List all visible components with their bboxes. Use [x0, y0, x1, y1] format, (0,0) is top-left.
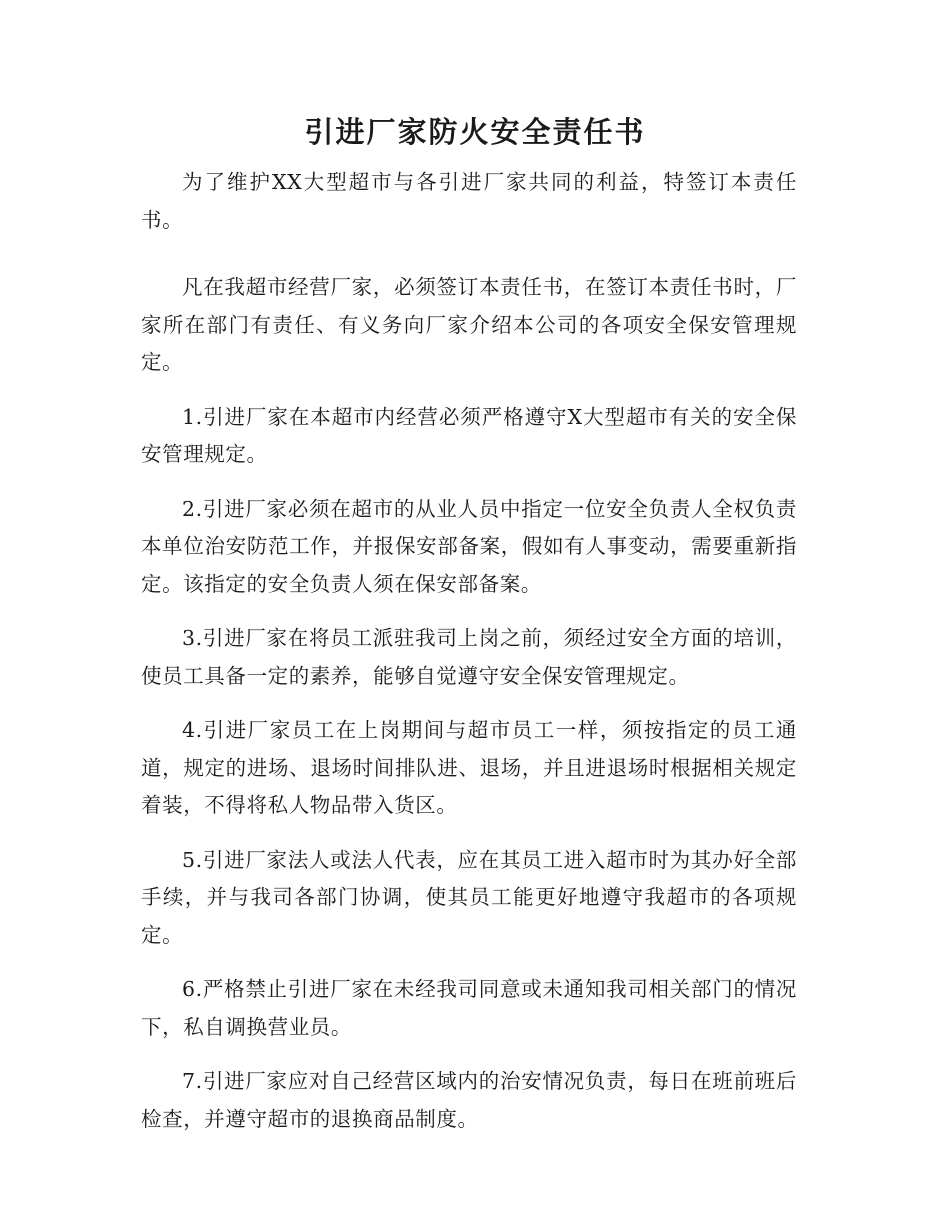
- clause-1: 1.引进厂家在本超市内经营必须严格遵守X大型超市有关的安全保安管理规定。: [141, 404, 797, 466]
- clause-6: 6.严格禁止引进厂家在未经我司同意或未通知我司相关部门的情况下，私自调换营业员。: [141, 977, 797, 1039]
- clause-2: 2.引进厂家必须在超市的从业人员中指定一位安全负责人全权负责本单位治安防范工作，并报保安部备案，假如有人事变动，需要重新指定。该指定的安全负责人须在保安部备案。: [141, 496, 797, 596]
- clause-7: 7.引进厂家应对自己经营区域内的治安情况负责，每日在班前班后检查，并遵守超市的退换商品制度。: [141, 1069, 797, 1131]
- scope-paragraph: 凡在我超市经营厂家，必须签订本责任书，在签订本责任书时，厂家所在部门有责任、有义务向厂家介绍本公司的各项安全保安管理规定。: [141, 275, 797, 374]
- document-title: 引进厂家防火安全责任书: [304, 115, 646, 149]
- intro-paragraph: 为了维护XX大型超市与各引进厂家共同的利益，特签订本责任书。: [141, 170, 797, 232]
- clause-4: 4.引进厂家员工在上岗期间与超市员工一样，须按指定的员工通道，规定的进场、退场时间排队进、退场，并且进退场时根据相关规定着装，不得将私人物品带入货区。: [141, 718, 797, 817]
- document-body: [141, 164, 797, 1155]
- clause-3: 3.引进厂家在将员工派驻我司上岗之前，须经过安全方面的培训，使员工具备一定的素养，能够自觉遵守安全保安管理规定。: [141, 626, 797, 688]
- clause-5: 5.引进厂家法人或法人代表，应在其员工进入超市时为其办好全部手续，并与我司各部门协调，使其员工能更好地遵守我超市的各项规定。: [141, 847, 797, 947]
